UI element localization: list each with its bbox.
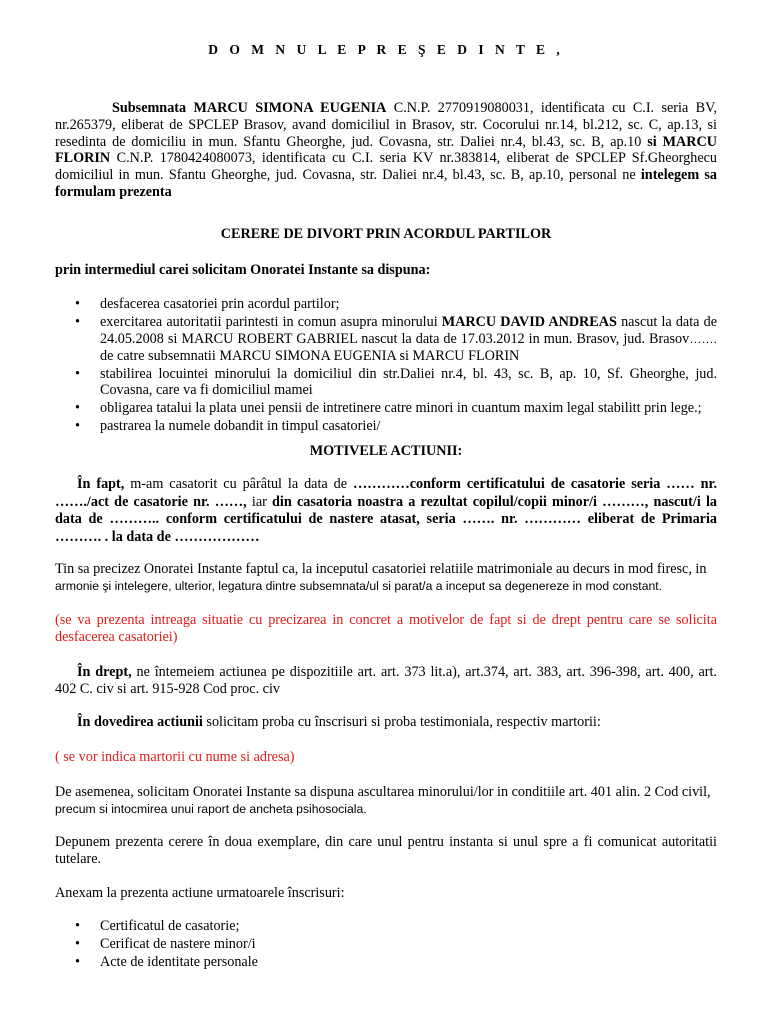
drept-paragraph: În drept, ne întemeiem actiunea pe dispozitiile art. art. 373 lit.a), art.374, art. 383, art. 396-398, art. 400, art. 402 C. civ si art. 915-928 Cod proc. civ	[55, 664, 717, 697]
tin-paragraph: Tin sa precizez Onoratei Instante faptul ca, la inceputul casatoriei relatiile matrimoniale au decurs in mod firesc, in armonie şi intelegere, ulterior, legatura dintre subsemnata/ul si parat/a a inceput sa degenereze in mod constant.	[55, 561, 707, 593]
bullet-icon: •	[75, 918, 80, 934]
list-item: • obligarea tatalui la plata unei pensii de intretinere catre minori in cuantum maxim legal stabilitt prin lege.;	[75, 400, 702, 417]
bullet-icon: •	[75, 953, 80, 970]
request-list	[55, 296, 717, 436]
list-item: • pastrarea la numele dobandit in timpul casatoriei/	[75, 418, 381, 435]
motives-title: MOTIVELE ACTIUNII:	[309, 443, 463, 459]
request-title: CERERE DE DIVORT PRIN ACORDUL PARTILOR	[220, 226, 552, 242]
red-note-facts: (se va prezenta intreaga situatie cu precizarea in concret a motivelor de fapt si de drept pentru care se solicita desfacerea casatoriei)	[55, 612, 717, 645]
intro-text-1: C.N.P. 2770919080031, identificata cu C.I. seria BV, nr.265379, eliberat de SPCLEP Brasov, avand domiciliul in Brasov, str. Cocorului nr.14, bl.212, sc. C, ap.13, si resedinta de domiciliu in mun. Sfantu Gheorghe, jud. Covasna, str. Daliei nr.4, bl.43, sc. B, ap.10	[55, 100, 718, 150]
intro-paragraph	[55, 100, 717, 201]
dovedire-paragraph: În dovedirea actiunii solicitam proba cu înscrisuri si proba testimoniala, respectiv martorii:	[77, 714, 601, 730]
intro-conjunction: si	[647, 133, 657, 150]
bullet-icon: •	[75, 400, 80, 417]
depunem-paragraph: Depunem prezenta cerere în doua exemplare, din care unul pentru instanta si unul spre a fi comunicat autoritatii tutelare.	[55, 834, 717, 867]
intro-bold-end: intelegem sa formulam prezenta	[55, 167, 718, 200]
list-item: • stabilirea locuintei minorului la domiciliul din str.Daliei nr.4, bl. 43, sc. B, ap. 10, Sf. Gheorghe, jud. Covasna, care va fi domiciliul mamei	[75, 365, 717, 399]
fapt-paragraph: În fapt, m-am casatorit cu pârâtul la data de …………conform certificatului de casatorie seria …… nr. ……./act de casatorie nr. ……, iar din casatoria noastra a rezultat copilul/copii minor/i ………, nascut/i la data de ……….. conform certificatului de nastere atasat, seria ……. nr. ………… eliberat de Primaria ………. . la data de ………………	[55, 476, 718, 545]
drept-label: În drept,	[77, 664, 132, 680]
annex-list	[55, 918, 717, 972]
bullet-icon: •	[75, 418, 80, 435]
red-note-witnesses: ( se vor indica martorii cu nume si adresa)	[55, 749, 295, 765]
list-item: • Cerificat de nastere minor/i	[75, 935, 256, 952]
bullet-icon: •	[75, 935, 80, 952]
asemenea-paragraph: De asemenea, solicitam Onoratei Instante sa dispuna ascultarea minorului/lor in conditiile art. 401 alin. 2 Cod civil, precum si intocmirea unui raport de ancheta psihosociala.	[55, 784, 711, 816]
fapt-label: În fapt,	[77, 476, 125, 492]
bullet-icon: •	[75, 296, 80, 312]
anexam-paragraph: Anexam la prezenta actiune urmatoarele înscrisuri:	[55, 885, 345, 901]
dovedire-label: În dovedirea actiunii	[77, 714, 203, 730]
list-item: • exercitarea autoritatii parintesti in comun asupra minorului MARCU DAVID ANDREAS nascut la data de 24.05.2008 si MARCU ROBERT GABRIEL nascut la data de 17.03.2012 in mun. Brasov, jud. Brasov……. de catre subsemnatii MARCU SIMONA EUGENIA si MARCU FLORIN	[75, 313, 717, 364]
list-item: • Acte de identitate personale	[75, 953, 258, 970]
petitioner-1-name: MARCU SIMONA EUGENIA	[193, 100, 387, 116]
bullet-icon: •	[75, 365, 80, 382]
intro-text-2: C.N.P. 1780424080073, identificata cu C.I. seria KV nr.383814, eliberat de SPCLEP Sf.Gheorghecu domiciliul in mun. Sfantu Gheorghe, jud. Covasna, str. Daliei nr.4, bl.43, sc. B, ap.10, personal ne	[55, 150, 718, 184]
bullet-icon: •	[75, 313, 80, 330]
petitioner-2-name: MARCU FLORIN	[55, 133, 718, 167]
list-item: • Certificatul de casatorie;	[75, 918, 240, 934]
intro-label: Subsemnata	[112, 100, 187, 116]
list-item: • desfacerea casatoriei prin acordul partilor;	[75, 296, 340, 312]
request-intro: prin intermediul carei solicitam Onoratei Instante sa dispuna:	[55, 262, 431, 278]
document-title: D O M N U L E P R E Ş E D I N T E ,	[208, 42, 564, 57]
